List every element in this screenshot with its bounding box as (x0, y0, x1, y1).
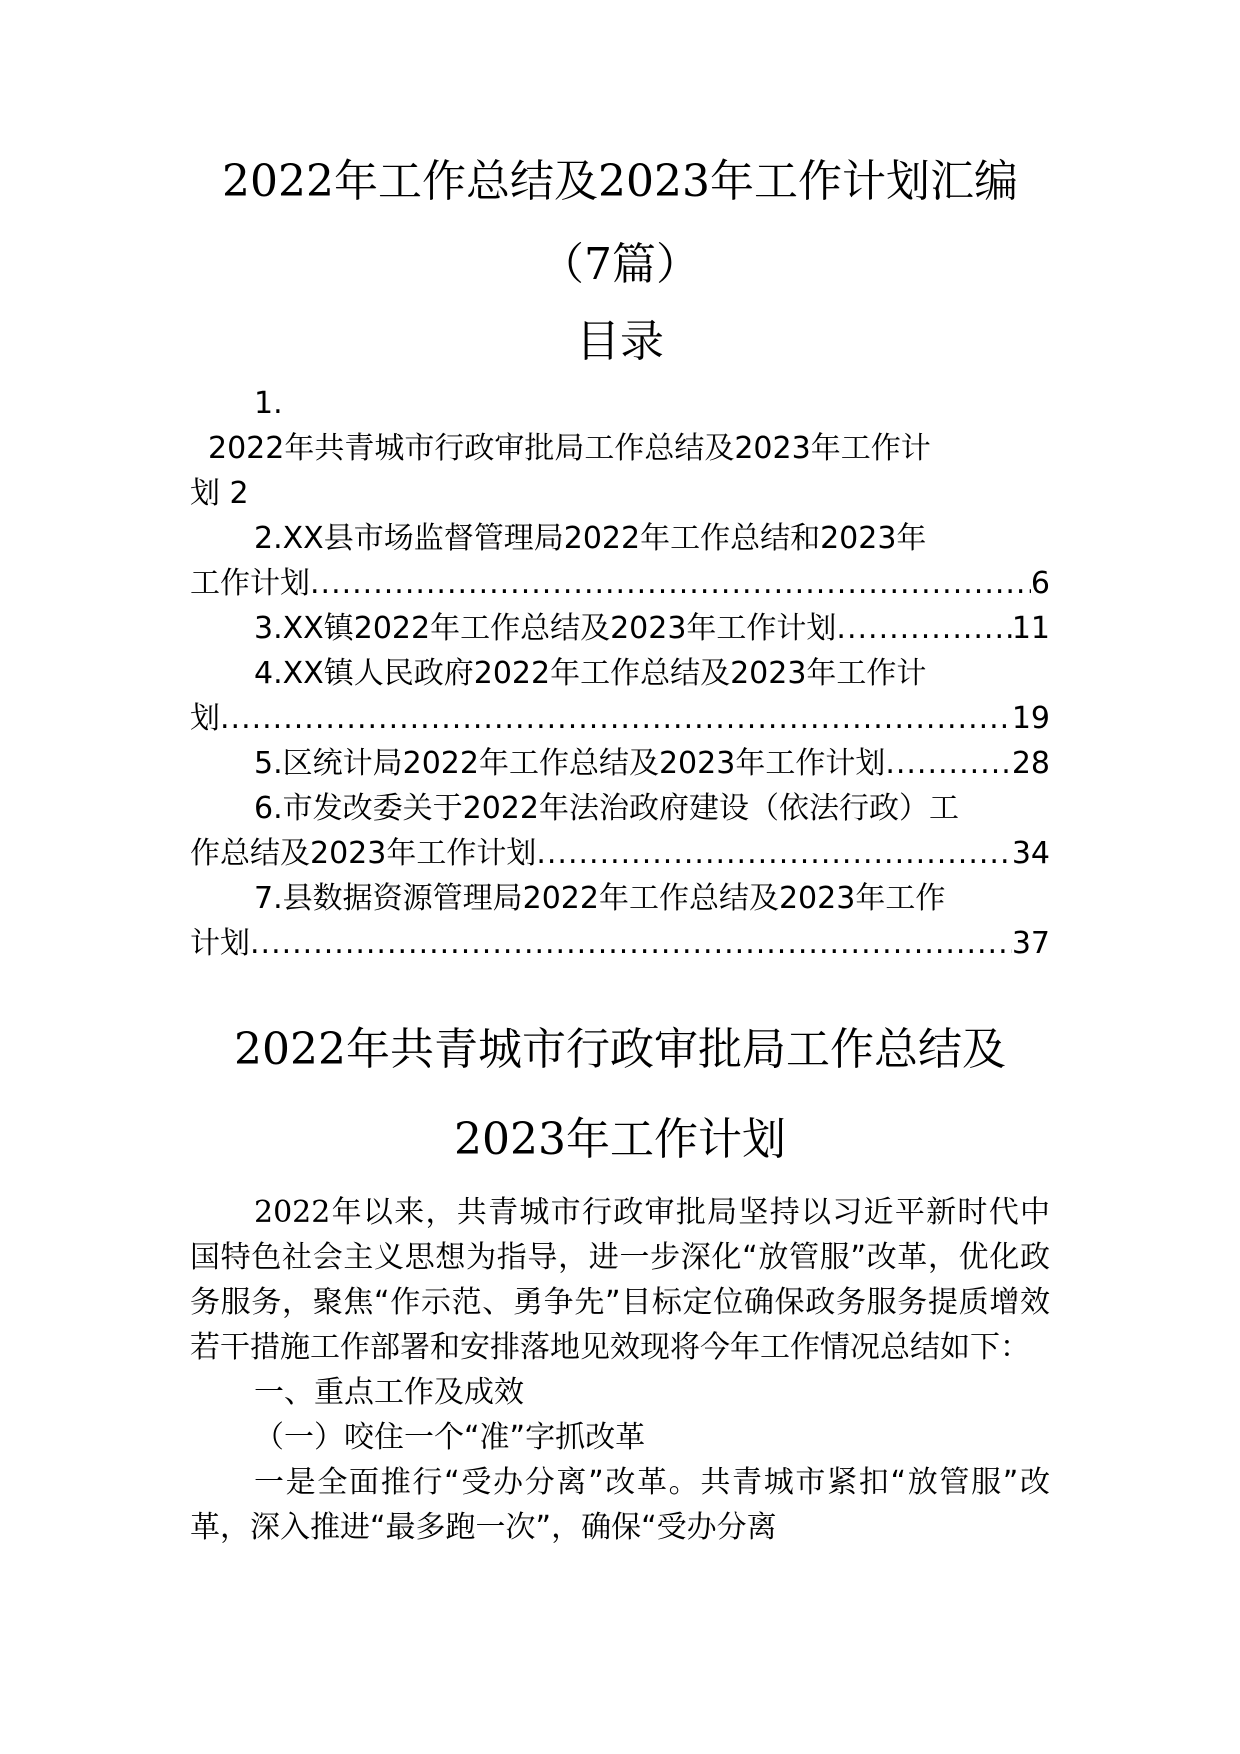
intro-paragraph (190, 1190, 1050, 1370)
toc-item-6-tail: 作总结及2023年工作计划 (190, 836, 537, 871)
toc-leader-dots (536, 831, 1011, 876)
toc-item-2-cont[interactable] (190, 561, 1050, 606)
toc-item-3[interactable] (190, 606, 1050, 651)
toc-item-4[interactable] (190, 651, 1050, 696)
toc-leader-dots (250, 921, 1012, 966)
heading-level2: （一）咬住一个“准”字抓改革 (254, 1420, 646, 1455)
toc-item-7-cont[interactable] (190, 921, 1050, 966)
toc-item-2-page: 6 (1030, 566, 1050, 601)
heading-level1: 一、重点工作及成效 (254, 1375, 524, 1410)
document-title-line1: 2022年工作总结及2023年工作计划汇编 (222, 156, 1018, 207)
toc-item-7[interactable] (190, 876, 1050, 921)
toc-item-6-cont[interactable] (190, 831, 1050, 876)
toc-leader-dots (836, 606, 1011, 651)
body-paragraph: 一是全面推行“受办分离”改革。共青城市紧扣“放管服”改革，深入推进“最多跑一次”，确保“受办分离 (190, 1465, 1050, 1545)
toc-item-6-text: 6.市发改委关于2022年法治政府建设（依法行政）工 (254, 791, 959, 826)
intro-year: 2022 (254, 1195, 331, 1230)
toc-item-7-tail: 计划 (190, 926, 250, 961)
toc-item-3-page: 11 (1011, 611, 1050, 646)
toc-item-4-tail: 划 (190, 701, 220, 736)
toc-leader-dots (310, 561, 1031, 606)
section-title-line2: 2023年工作计划 (454, 1114, 786, 1165)
toc-item-1-number-text: 1. (254, 386, 283, 421)
toc-item-1-page: 2 (229, 476, 249, 511)
toc-item-1-number[interactable] (190, 381, 1050, 426)
intro-text: 年以来，共青城市行政审批局坚持以习近平新时代中国特色社会主义思想为指导，进一步深化“放管服”改革，优化政务服务，聚焦“作示范、勇争先”目标定位确保政务服务提质增效若干措施工作部署和安排落地见效现将今年工作情况总结如下： (190, 1195, 1050, 1365)
toc-leader-dots (220, 696, 1012, 741)
toc-item-4-page: 19 (1011, 701, 1050, 736)
toc-item-7-page: 37 (1011, 926, 1050, 961)
toc-item-4-cont[interactable] (190, 696, 1050, 741)
table-of-contents (190, 381, 1050, 966)
toc-item-5-page: 28 (1011, 746, 1050, 781)
toc-item-4-text: 4.XX镇人民政府2022年工作总结及2023年工作计 (254, 656, 927, 691)
toc-item-3-text: 3.XX镇2022年工作总结及2023年工作计划 (254, 611, 837, 646)
toc-item-5-text: 5.区统计局2022年工作总结及2023年工作计划 (254, 746, 886, 781)
toc-item-1-text: 2022年共青城市行政审批局工作总结及2023年工作计 (208, 431, 931, 466)
toc-item-1[interactable] (190, 426, 1050, 471)
toc-heading: 目录 (576, 316, 664, 367)
toc-item-2-tail: 工作计划 (190, 566, 310, 601)
toc-item-7-text: 7.县数据资源管理局2022年工作总结及2023年工作 (254, 881, 946, 916)
toc-item-2-text: 2.XX县市场监督管理局2022年工作总结和2023年 (254, 521, 927, 556)
toc-item-1-tail: 划 (190, 476, 220, 511)
toc-item-2[interactable] (190, 516, 1050, 561)
toc-leader-dots (885, 741, 1011, 786)
section-title-line1: 2022年共青城市行政审批局工作总结及 (234, 1024, 1006, 1075)
document-page (190, 0, 1050, 1754)
toc-item-6-page: 34 (1011, 836, 1050, 871)
document-title-line2: （7篇） (540, 239, 700, 290)
toc-item-6[interactable] (190, 786, 1050, 831)
toc-item-1-cont[interactable] (190, 471, 1050, 516)
toc-item-5[interactable] (190, 741, 1050, 786)
section-body (190, 1190, 1050, 1550)
